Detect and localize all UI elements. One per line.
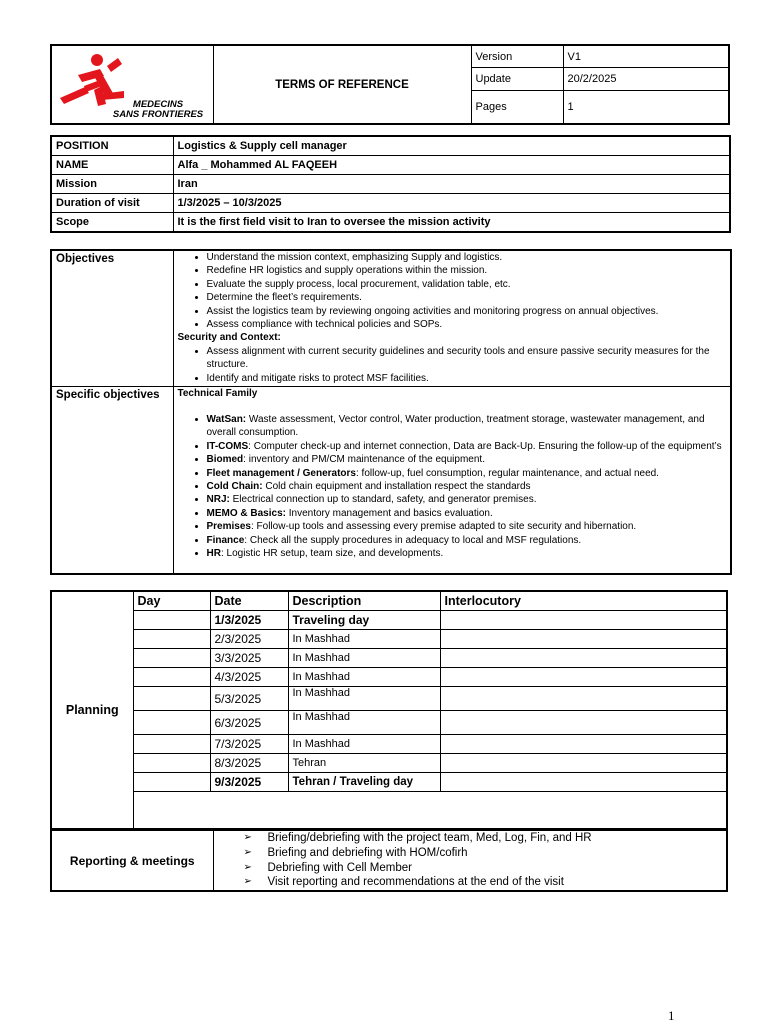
description-cell: Tehran / Traveling day bbox=[288, 773, 440, 792]
planning-empty-row bbox=[51, 792, 727, 829]
list-item: • Redefine HR logistics and supply operations within the mission. bbox=[207, 264, 727, 277]
description-cell: In Mashhad bbox=[288, 711, 440, 735]
column-header-date: Date bbox=[210, 591, 288, 611]
reporting-list bbox=[218, 831, 723, 890]
list-item: • Fleet management / Generators: follow-up, fuel consumption, regular maintenance, and actual need. bbox=[207, 467, 727, 480]
objectives-label: Objectives bbox=[51, 250, 173, 386]
reporting-label: Reporting & meetings bbox=[51, 830, 213, 891]
list-item: • Biomed: inventory and PM/CM maintenance of the equipment. bbox=[207, 453, 727, 466]
date-cell: 8/3/2025 bbox=[210, 754, 288, 773]
list-item: • MEMO & Basics: Inventory management and basics evaluation. bbox=[207, 507, 727, 520]
page-number: 1 bbox=[668, 1008, 675, 1023]
technical-family-heading: Technical Family bbox=[177, 387, 258, 399]
list-item: • Assess alignment with current security guidelines and security tools and ensure passive security measures for the structure. bbox=[207, 345, 727, 372]
reporting-content bbox=[213, 830, 727, 891]
specific-objectives-row bbox=[51, 386, 731, 574]
name-row bbox=[51, 156, 730, 175]
date-cell: 3/3/2025 bbox=[210, 649, 288, 668]
logo-text-medecins: MEDECINS bbox=[132, 99, 184, 110]
objectives-list bbox=[178, 251, 727, 331]
specific-objectives-label: Specific objectives bbox=[51, 386, 173, 574]
description-cell: Traveling day bbox=[288, 611, 440, 630]
description-cell: Tehran bbox=[288, 754, 440, 773]
objectives-table bbox=[50, 249, 732, 575]
security-context-heading: Security and Context: bbox=[177, 332, 281, 344]
table-row bbox=[51, 668, 727, 687]
meta-label-update: Update bbox=[471, 68, 563, 91]
date-cell: 4/3/2025 bbox=[210, 668, 288, 687]
list-item: • Assess compliance with technical policies and SOPs. bbox=[207, 318, 727, 331]
list-item: • IT-COMS: Computer check-up and internet connection, Data are Back-Up. Ensuring the follow-up of the equipment’s bbox=[207, 440, 727, 453]
duration-value: 1/3/2025 – 10/3/2025 bbox=[173, 194, 730, 213]
scope-value: It is the first field visit to Iran to oversee the mission activity bbox=[173, 213, 730, 233]
column-header-interlocutory: Interlocutory bbox=[440, 591, 727, 611]
list-item: ➢ Debriefing with Cell Member bbox=[244, 861, 723, 876]
technical-family-list bbox=[178, 413, 727, 560]
list-item: • WatSan: Waste assessment, Vector control, Water production, treatment storage, wastewater management, and overall consumption. bbox=[207, 413, 727, 440]
position-table bbox=[50, 135, 731, 233]
table-row bbox=[51, 611, 727, 630]
table-row bbox=[51, 754, 727, 773]
position-row bbox=[51, 136, 730, 156]
name-value: Alfa _ Mohammed AL FAQEEH bbox=[173, 156, 730, 175]
table-row bbox=[51, 649, 727, 668]
logo-text-sans-frontieres: SANS FRONTIERES bbox=[112, 109, 204, 120]
table-row bbox=[51, 711, 727, 735]
position-value: Logistics & Supply cell manager bbox=[173, 136, 730, 156]
specific-objectives-content bbox=[173, 386, 731, 574]
meta-label-version: Version bbox=[471, 45, 563, 68]
list-item: • Determine the fleet’s requirements. bbox=[207, 291, 727, 304]
document-header bbox=[50, 44, 730, 125]
list-item: • Understand the mission context, emphasizing Supply and logistics. bbox=[207, 251, 727, 264]
msf-running-man-icon bbox=[52, 46, 212, 120]
scope-row bbox=[51, 213, 730, 233]
list-item: • Assist the logistics team by reviewing ongoing activities and monitoring progress on annual objectives. bbox=[207, 305, 727, 318]
date-cell: 5/3/2025 bbox=[210, 687, 288, 711]
mission-label: Mission bbox=[51, 175, 173, 194]
table-row bbox=[51, 630, 727, 649]
list-item: • NRJ: Electrical connection up to standard, safety, and generator premises. bbox=[207, 493, 727, 506]
planning-header-row bbox=[51, 591, 727, 611]
description-cell: In Mashhad bbox=[288, 735, 440, 754]
list-item: • Identify and mitigate risks to protect MSF facilities. bbox=[207, 372, 727, 385]
name-label: NAME bbox=[51, 156, 173, 175]
list-item: • Finance: Check all the supply procedures in adequacy to local and MSF regulations. bbox=[207, 534, 727, 547]
meta-label-pages: Pages bbox=[471, 91, 563, 124]
objectives-row bbox=[51, 250, 731, 386]
list-item: • Premises: Follow-up tools and assessing every premise adapted to site security and hibernation. bbox=[207, 520, 727, 533]
list-item: ➢ Visit reporting and recommendations at the end of the visit bbox=[244, 875, 723, 890]
list-item: • Cold Chain: Cold chain equipment and installation respect the standards bbox=[207, 480, 727, 493]
position-label: POSITION bbox=[51, 136, 173, 156]
objectives-content bbox=[173, 250, 731, 386]
column-header-description: Description bbox=[288, 591, 440, 611]
date-cell: 6/3/2025 bbox=[210, 711, 288, 735]
planning-label: Planning bbox=[51, 591, 133, 829]
date-cell: 2/3/2025 bbox=[210, 630, 288, 649]
list-item: • Evaluate the supply process, local procurement, validation table, etc. bbox=[207, 278, 727, 291]
scope-label: Scope bbox=[51, 213, 173, 233]
reporting-table bbox=[50, 829, 728, 892]
description-cell: In Mashhad bbox=[288, 630, 440, 649]
mission-row bbox=[51, 175, 730, 194]
date-cell: 1/3/2025 bbox=[210, 611, 288, 630]
list-item: ➢ Briefing/debriefing with the project team, Med, Log, Fin, and HR bbox=[244, 831, 723, 846]
list-item: • HR: Logistic HR setup, team size, and developments. bbox=[207, 547, 727, 560]
reporting-row bbox=[51, 830, 727, 891]
document-title: TERMS OF REFERENCE bbox=[213, 45, 471, 124]
table-row bbox=[51, 773, 727, 792]
security-list bbox=[178, 345, 727, 385]
description-cell: In Mashhad bbox=[288, 687, 440, 711]
mission-value: Iran bbox=[173, 175, 730, 194]
description-cell: In Mashhad bbox=[288, 668, 440, 687]
duration-row bbox=[51, 194, 730, 213]
column-header-day: Day bbox=[133, 591, 210, 611]
msf-logo bbox=[51, 45, 213, 124]
list-item: ➢ Briefing and debriefing with HOM/cofirh bbox=[244, 846, 723, 861]
planning-table bbox=[50, 590, 728, 830]
meta-value-update: 20/2/2025 bbox=[563, 68, 729, 91]
date-cell: 7/3/2025 bbox=[210, 735, 288, 754]
table-row bbox=[51, 687, 727, 711]
duration-label: Duration of visit bbox=[51, 194, 173, 213]
table-row bbox=[51, 735, 727, 754]
meta-value-version: V1 bbox=[563, 45, 729, 68]
meta-value-pages: 1 bbox=[563, 91, 729, 124]
date-cell: 9/3/2025 bbox=[210, 773, 288, 792]
description-cell: In Mashhad bbox=[288, 649, 440, 668]
